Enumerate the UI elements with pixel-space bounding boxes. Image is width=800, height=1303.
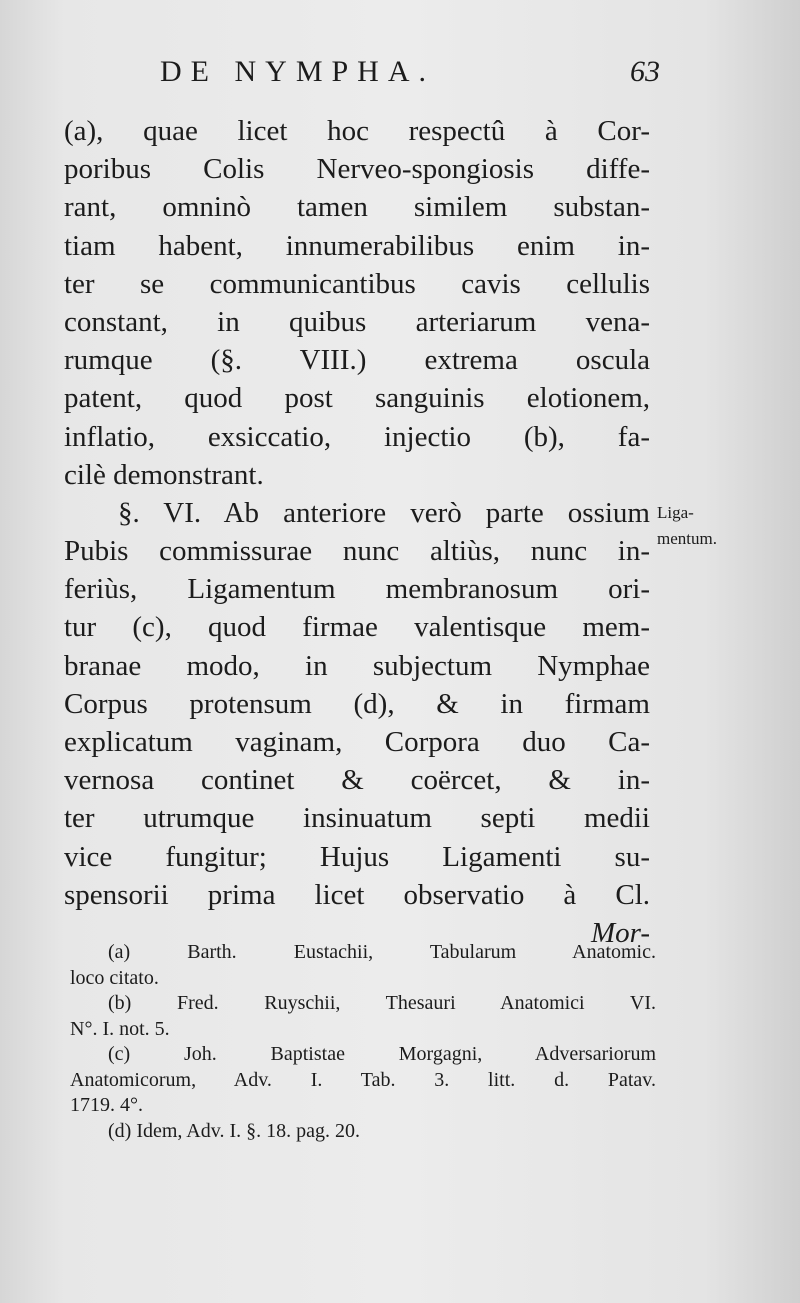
text-line: feriùs, Ligamentum membranosum ori- <box>64 573 650 606</box>
text-line: patent, quod post sanguinis elotionem, <box>64 382 650 415</box>
footnote-line: Anatomicorum, Adv. I. Tab. 3. litt. d. Patav. <box>70 1068 656 1091</box>
text-line: rumque (§. VIII.) extrema oscula <box>64 344 650 377</box>
running-title: DE NYMPHA. <box>160 55 436 88</box>
footnote-line: (a) Barth. Eustachii, Tabularum Anatomic. <box>108 941 656 963</box>
text-line: tiam habent, innumerabilibus enim in- <box>64 229 650 262</box>
text-line: branae modo, in subjectum Nymphae <box>64 649 650 682</box>
text-line: ter se communicantibus cavis cellulis <box>64 267 650 300</box>
catchword: Mor- <box>590 916 650 949</box>
page-header <box>160 55 660 99</box>
footnote-line: (d) Idem, Adv. I. §. 18. pag. 20. <box>108 1119 360 1142</box>
text-line: vice fungitur; Hujus Ligamenti su- <box>64 840 650 873</box>
text-line: Pubis commissurae nunc altiùs, nunc in- <box>64 535 650 568</box>
footnotes <box>70 940 656 1144</box>
text-line: poribus Colis Nerveo-spongiosis diffe- <box>64 153 650 186</box>
text-line: vernosa continet & coërcet, & in- <box>64 764 650 797</box>
footnote-line: 1719. 4°. <box>70 1094 143 1116</box>
text-line: spensorii prima licet observatio à Cl. <box>64 878 650 911</box>
text-line: cilè demonstrant. <box>64 458 264 491</box>
margin-note-line: Liga- <box>657 503 694 522</box>
text-line: ter utrumque insinuatum septi medii <box>64 802 650 835</box>
footnote-line: loco citato. <box>70 966 159 989</box>
text-line: (a), quae licet hoc respectû à Cor- <box>64 115 650 147</box>
text-line: tur (c), quod firmae valentisque mem- <box>64 611 650 644</box>
footnote-line: N°. I. not. 5. <box>70 1017 170 1040</box>
footnote-line: (c) Joh. Baptistae Morgagni, Adversariorum <box>108 1043 656 1065</box>
text-line: rant, omninò tamen similem substan- <box>64 191 650 224</box>
margin-note <box>657 500 797 552</box>
body-text <box>64 112 650 952</box>
text-line: Corpus protensum (d), & in firmam <box>64 687 650 720</box>
footnote-line: (b) Fred. Ruyschii, Thesauri Anatomici VI. <box>108 992 656 1014</box>
text-line: explicatum vaginam, Corpora duo Ca- <box>64 726 650 758</box>
text-line: inflatio, exsiccatio, injectio (b), fa- <box>64 420 650 453</box>
text-line: constant, in quibus arteriarum vena- <box>64 305 650 338</box>
page-number: 63 <box>630 55 660 88</box>
section-heading-line: §. VI. Ab anteriore verò parte ossium <box>118 496 650 529</box>
margin-note-line: mentum. <box>657 529 717 548</box>
